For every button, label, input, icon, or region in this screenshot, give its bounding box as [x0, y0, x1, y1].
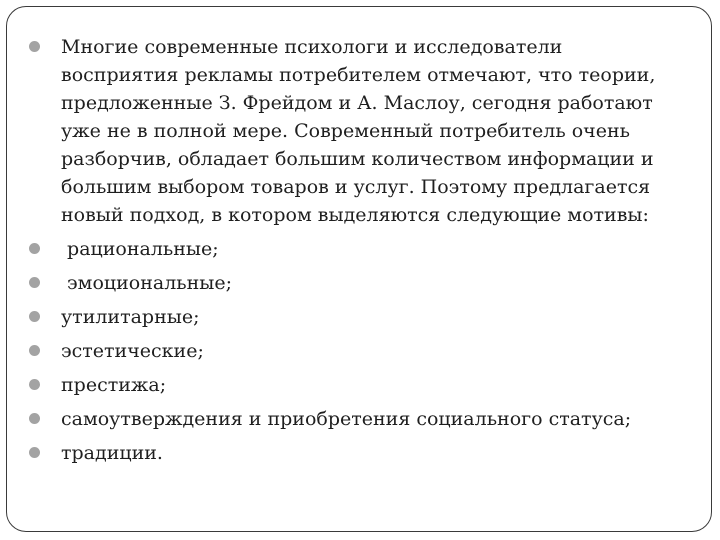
list-item-motive: [29, 303, 715, 331]
list-item-motive: [29, 235, 715, 263]
motive-label: эстетические;: [61, 340, 204, 362]
list-item-motive: [29, 371, 715, 399]
list-item-motive: [29, 439, 715, 467]
intro-line: предложенные З. Фрейдом и А. Маслоу, сегодня работают: [61, 92, 653, 114]
motive-label: утилитарные;: [61, 306, 200, 328]
motive-label: эмоциональные;: [61, 272, 233, 294]
list-item-motive: [29, 269, 715, 297]
motive-label: традиции.: [61, 442, 163, 464]
bullet-list: [29, 33, 715, 467]
motive-label: престижа;: [61, 374, 167, 396]
intro-line: восприятия рекламы потребителем отмечают, что теории,: [61, 64, 656, 86]
bullet-icon: [29, 311, 40, 322]
intro-line: новый подход, в котором выделяются следующие мотивы:: [61, 204, 649, 226]
list-item-motive: [29, 405, 715, 433]
bullet-icon: [29, 379, 40, 390]
list-item-motive: [29, 337, 715, 365]
bullet-icon: [29, 41, 40, 52]
motive-label: рациональные;: [61, 238, 219, 260]
intro-line: разборчив, обладает большим количеством информации и: [61, 148, 654, 170]
intro-paragraph: [61, 33, 715, 229]
intro-line: уже не в полной мере. Современный потребитель очень: [61, 120, 630, 142]
motive-label: самоутверждения и приобретения социального статуса;: [61, 408, 632, 430]
bullet-icon: [29, 413, 40, 424]
bullet-icon: [29, 243, 40, 254]
slide-content: [29, 33, 715, 473]
slide-frame: [6, 6, 712, 532]
bullet-icon: [29, 447, 40, 458]
intro-line: Многие современные психологи и исследователи: [61, 36, 563, 58]
list-item-intro: [29, 33, 715, 229]
intro-line: большим выбором товаров и услуг. Поэтому предлагается: [61, 176, 651, 198]
bullet-icon: [29, 277, 40, 288]
bullet-icon: [29, 345, 40, 356]
